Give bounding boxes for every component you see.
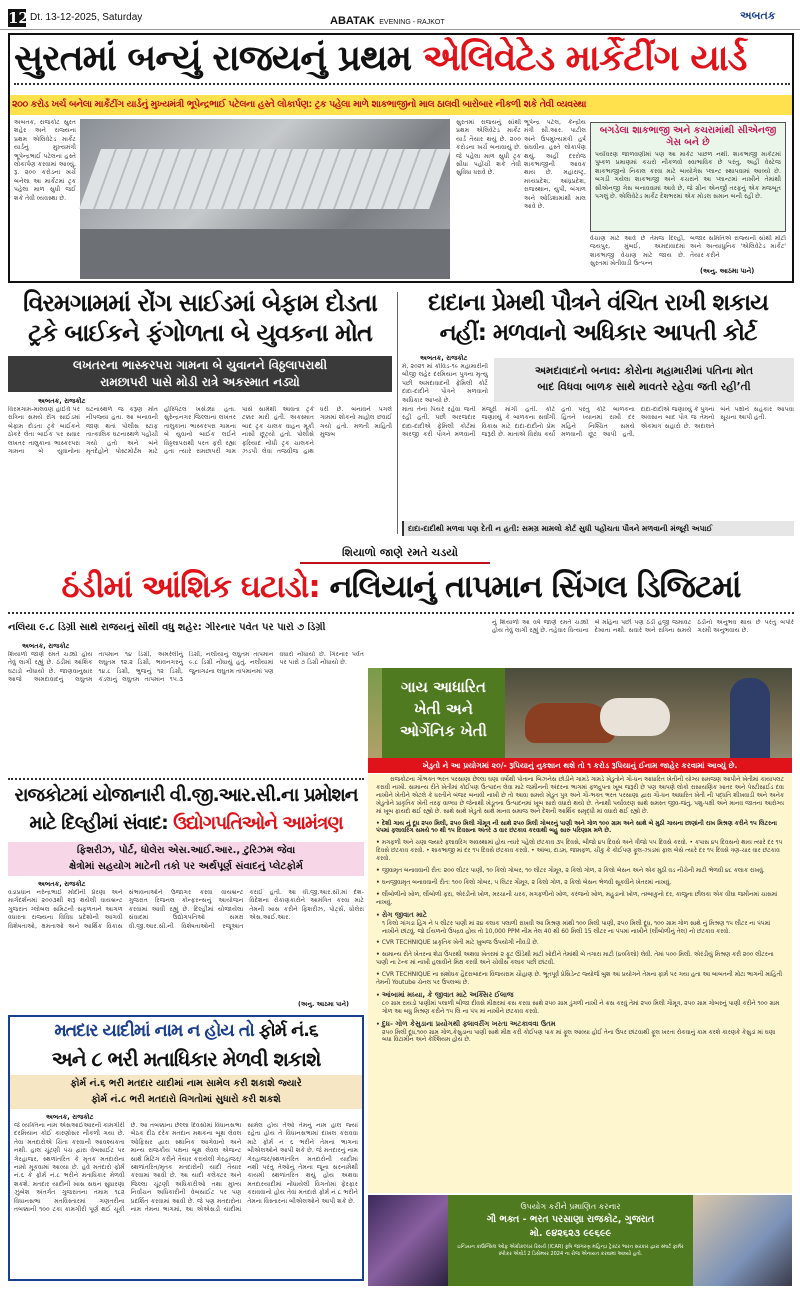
ad-footer-line1: ઉપયોગ કરીને પ્રમાણિત કરનાર [520, 1202, 621, 1211]
sidebar-title: બગડેલા શાકભાજી અને કચરામાંથી સીએનજી ગેસ બને છે [599, 125, 777, 148]
cold-body-mid [368, 651, 496, 669]
column-rule [397, 292, 398, 534]
kicker-underline [300, 562, 490, 564]
cold-headline [8, 566, 794, 608]
ad-footer-photo-right [693, 1195, 792, 1286]
lead-tail-left: વેચાણ માટે આવે છે તેમજ દિલ્હી, જયપુર, મુંબઈ, અમદાવાદમાં શાકભાજી વેચાણ માટે જાય છે. સુરતમાં ખેતીવાડી ઉત્પન્ન [590, 235, 685, 268]
court-subhead-2: બાદ વિધવા બાળક સાથે માવતરે રહેવા જતી રહી’તી [537, 381, 751, 393]
ad-footer-note: ઇન્ડિયન કાઉન્સિલ ઓફ એગ્રીકલ્ચર રિસર્ચ (ICAR) કૃષિ જાગરણ મહિન્દ્રા ટ્રેક્ટર ભારત સરકાર દ્વારા સ્માર્ટ ફાર્મર સ્પીકર એવોર્ડ 2 ડિસેમ્બર 2024 ના રોજ એનાયત કરવામાં આવ્યો હતો. [457, 1244, 684, 1257]
ad-left-photo [368, 668, 382, 758]
accident-subhead [8, 356, 392, 392]
court-subhead [494, 358, 794, 402]
ad-footer-phone: મો. ૯૪૨૬૨૩ ૯૯૬૯૯ [529, 1228, 612, 1239]
ad-bullet: • લીંબોળીનો ખોળ, લીંબોળી ફરા, એરંડીનો ખોળ, મરચાની ચરક, મગફળીનો ખોળ, કરંજનો ખોળ, મહુડાનો ખોળ, તમ્બાકુનો દર, કાજુના છીલકા એક વીઘા જમીનમાં ચાસમાં નાખવું. [376, 891, 778, 906]
ad-cream-body [368, 774, 792, 1193]
lead-headline-red: એલિવેટેડ માર્કેટીંગ યાર્ડ [422, 38, 747, 79]
accident-subhead-1: લખતરના ભાસ્કરપરા ગામના બે યુવાનને વિઠ્ઠલાપરાથી [72, 358, 328, 372]
issue-date: Dt. 13-12-2025, Saturday [30, 12, 143, 23]
voter-story [8, 1015, 364, 1281]
accident-headline-2: ટ્રકે બાઈકને ફંગોળતા બે યુવકના મોત [28, 319, 372, 347]
court-subhead-1: અમદાવાદનો બનાવ: કોરોના મહામારીમાં પતિના મોત [534, 365, 754, 377]
voter-byline: અબતક, રાજકોટ [46, 1113, 94, 1121]
lead-continued: (અનુ. આઠમા પાને) [700, 267, 755, 275]
ad-footer [448, 1195, 693, 1286]
vgrc-story [8, 782, 364, 1012]
accident-body: વિરમગામ-માલવણ હાઈવે પર રાત્રિના સમયે રોંગ સાઈડમાં બેફામ દોડતા ટ્રકે બાઈકને ઠોકરે લેતા બાઈક પર સવાર લખતર તાલુકાના ભાસ્કરપરા ગામના બે યુવાનોના ઘટનાસ્થળે જ કરૂણ મોત નીપજ્યા હતા. આ બનાવની જાણ થતાં પોલીસ સ્ટાફ તાત્કાલિક ઘટનાસ્થળે પહોંચી ગયો હતો અને બંને મૃતદેહોને પોસ્ટમોર્ટમ માટે હોસ્પિટલ ખસેડ્યા હતા. સુરેન્દ્રનગર જિલ્લાના લખતર તાલુકાના ભાસ્કરપરા ગામના બે યુવાનો બાઈક લઈને વિઠ્ઠલાપરાથી પરત ફરી રહ્યા હતા ત્યારે રામછાપરી ગામ પાસે સામેથી આવતા ટ્રકે ટક્કર મારી હતી. અકસ્માત બાદ ટ્રક ચાલક વાહન મૂકી નાસી છૂટ્યો હતો. પોલીસે ફરિયાદ નોંધી ટ્રક ચાલકને ઝડપી લેવા તજવીજ હાથ ધરી છે. બનાવને પગલે ગામમાં શોકનો માહોલ છવાઈ ગયો હતો. મળતી માહિતી મુજબ [8, 406, 392, 456]
masthead [0, 0, 800, 30]
vgrc-headline-1: રાજકોટમાં યોજાનારી વી.જી.આર.સી.ના પ્રમોશન [14, 785, 358, 806]
paper-title: ABATAK [330, 15, 375, 27]
ad-footer-line2: ગૌ ભક્ત - ભરત પરસાણા રાજકોટ, ગુજરાત [486, 1214, 655, 1225]
vgrc-body: વડાપ્રધાન નરેન્દ્રભાઈ મોદીની પ્રેરણા અને માર્ગદર્શનમાં ૨૦૦૩થી શરૂ થયેલી વાયબ્રન્ટ ગુજરાત ગ્લોબલ સમિટની સફળતાને આગળ વધારતા રાજ્યના વિવિધ પ્રદેશોની આગવી વિશેષતાઓ, ક્ષમતાઓ અને આર્થિક વિકાસ સંભાવનાઓને ઉજાગર કરવા વાયબ્રન્ટ ગુજરાત રિજનલ કોન્ફરન્સનું આયોજન કરવામાં આવી રહ્યું છે. દિલ્હીમાં યોજાયેલા સંવાદમાં ઉદ્યોગપતિઓ સમક્ષ વી.જી.આર.સી.ની વિશેષતાઓની રજૂઆત કરાઈ હતી. આ વી.જી.આર.સી.માં દેશ-વિદેશના રોકાણકારોને આમંત્રિત કરવા માટે તેમની ખાસ કરીને ફિશરીઝ, પોર્ટ્સ, ધોલેરા એસ.આઈ.આર. [8, 889, 364, 930]
accident-subhead-2: રામછાપરી પાસે મોડી રાત્રે અકસ્માત નડ્યો [100, 375, 300, 389]
market-yard-photo [80, 119, 450, 279]
court-story [402, 288, 794, 538]
vgrc-headline-2-red: ઉદ્યોગપતિઓને આમંત્રણ [173, 813, 343, 834]
ad-bullet: • આંબામાં મધ્યા, કે જીવાત માટે અક્સિર ઈલાજ ૮૦ ગ્રામ રાયડો પાણીમાં પલાળી બીજા દીવસે મીક્ષરમાં ક્રસ કરવા સાથે ૨૫૦ ગ્રામ ડુંગળી નાખી ને ક્રસ કરવું તેમાં ૨૫૦ મિલી ગૌમૂત્ર, ૨૫૦ ગ્રામ ગોબરનું પાણી કરીને ૧૦૦ ગ્રામ ગોળ આ બધુ મિશ્રણ કરીને ૧૫ લિ ના પંપ માં નાખીને છટકાવ કરવો. [376, 990, 780, 1015]
ad-bullet: • જીવામૃત બનાવવાની રીત: ૨૦૦ લીટર પાણી, ૧૦ કિલો ગોબર, ૧૦ લીટર ગૌમૂત્ર, ૨ કિલો ગોળ, ૨ કિલો બેસન અને એક મુઠી વડ નીચેની માટી ભેળવી ૪૮ કલાક રાખવું. [376, 868, 765, 875]
abatak-logo: અબતક [740, 9, 776, 22]
voter-subhead [10, 1075, 362, 1109]
ad-bullet: • CVR TECHNIQUE ના સંશોધક હૈદરાબાદના વિજયરામ ચૌહાણ છે. ભૂતપૂર્વ પ્રેસિડેન્ટ જ્યોર્જ બુશ આ પ્રયોગને તેમના ફાર્મ પર ગયા હતા આ બાબતની મોટા ભાગની માહિતી તેમની Youtube ચેનલ પર ઉપલબ્ધ છે. [376, 972, 783, 987]
cow-farming-ad [368, 668, 794, 1290]
ad-footer-photo-left [368, 1195, 448, 1286]
voter-subhead-1: ફોર્મ નં.૬ ભરી મતદાર યાદીમાં નામ સામેલ કરી શકાશે જ્યારે [70, 1078, 302, 1089]
court-headline-2: નહીં: મળવાનો અધિકાર આપતી કોર્ટ [439, 320, 757, 346]
voter-headline-1 [10, 1017, 362, 1045]
page-number: 12 [8, 9, 29, 27]
vgrc-subhead [8, 842, 364, 876]
lead-body-left: અબતક, રાજકોટ સુરત શહેર અને રાજ્યના પ્રથમ એલિવેટેડ માર્કેટ યાર્ડનું મુખ્યમંત્રી ભૂપેન્દ્રભાઈ પટેલના હસ્તે લોકાર્પણ કરવામાં આવ્યું. રૂ. ૨૦૦ કરોડના ખર્ચે બનેલા આ માર્કેટમાં ટ્રક પહેલા માળ સુધી જઈ શકે તેવી વ્યવસ્થા છે. [14, 119, 76, 202]
court-headline-1: દાદાના પ્રેમથી પૌત્રને વંચિત રાખી શકાય [428, 290, 768, 316]
accident-story [8, 288, 392, 538]
lead-tail-right: બજાર સમિતિએ રાજ્યની સૌથી મોટી અને અત્યાધુનિક 'એલિવેટેડ માર્કેટ' તૈયાર કરીને [690, 235, 786, 259]
lead-headline [14, 37, 790, 81]
dotted-divider [8, 612, 794, 614]
ad-bullet: • મગફળી અને ચણા જ્યારે ફ્લાવરિંગ અવસ્થામાં હોય ત્યારે પહેલો છંટકાવ ૩૫ દિવસે, બીજો ૪૫ દિવસે અને ત્રીજો ૫૫ દિવસે કરવો. • કપાસ ૪૫ દિવસનો થાય ત્યારે દર ૧૫ દિવસે છંટકાવ કરવો. • શાકભાજી માં દર ૧૫ દિવસે છંટકાવ કરવો. • આંબા, દાડમ, જામફળ, ચીકુ કે કોઈપણ ફૂલ-ઝાડમાં ફાલ બેસે ત્યારે દર ૧૫ દિવસે ત્રણ-ચાર વાર છંટકાવ કરવો. [376, 840, 783, 863]
court-byline: અબતક, રાજકોટ [420, 354, 468, 362]
ad-bullet: • દેશી ગાય નું દૂધ ૨૫૦ મિલી, ૨૫૦ મિલી ગૌમૂત્ર ની સાથે ૨૫૦ મિલી ગોબરનું પાણી અને ગોળ ૧૦૦ ગ્રામ અને સાથે બે મુઠી ગાયના છાણાંની રાખ મિશ્રણ કરીને ૧૫ લિટરના પંપમાં ફ્લાવરિંગ સમયે ૧૦ થી ૧૫ દિવસના અંતરે ૩ વાર છંટકાવ કરવાથી બહુ સારું પરિણામ મળે છે. [376, 820, 777, 835]
court-intro: મે, ૨૦૨૧ માં કોવિડ-૧૯ મહામારીની બીજી લહેર દરમિયાન પુત્રના મૃત્યુ પછી અમદાવાદની ફેમિલી કોર્ટે દાદા-દાદીને પૌત્રને મળવાનો અધિકાર આપ્યો છે. [402, 363, 488, 403]
voter-headline-blue: મતદાર યાદીમાં નામ ન હોય તો [54, 1021, 254, 1041]
cng-sidebar [590, 122, 786, 232]
voter-headline-black: ફોર્મ નં.૬ [258, 1021, 318, 1041]
lead-headline-black: સુરતમાં બન્યું રાજયનું પ્રથમ [14, 38, 412, 79]
vgrc-continued: (અનુ. આઠમા પાને) [298, 1001, 349, 1008]
dotted-divider [14, 83, 790, 85]
accident-byline: અબતક, રાજકોટ [38, 397, 86, 405]
vgrc-headline-2-black: માટે દિલ્હીમાં સંવાદ: [29, 813, 168, 834]
kicker: શિયાળો જાણે રમતે ચડયો [341, 546, 459, 559]
ad-bullet: • રોગ જીવાત માટે ૧ કિલો ગાંગડા હિંગ ને ૫ લીટર પાણી માં ૨૪ કલાક પલાળી રાખવી આ મિશ્રણ માંથી ૧૦૦ મિલી પાણી, ૨૫૦ મિલી દૂધ, ૧૦૦ ગ્રામ ગોળ સાથે નું મિશ્રણ ૧૫ લીટર ના પંપમાં નાખીને છાંટવું. જો ઈયળનો ઉપદ્રવ હોય તો 10,000 PPM નીમ તેલ 40 થી 60 મિલી 15 લીટર ના પંપમાં નાખીને (લીંબોળીનું તેલ) નો છંટકાવ કરવો. [376, 910, 771, 935]
voter-subhead-2: ફોર્મ નં.૮ ભરી મતદારો વિગતોમાં સુધારો કરી શકશે [91, 1094, 281, 1105]
ad-bullet: • સામાન્ય રીતે ખેતરના શેઢા ઉપરથી અથવા ખેતરમાં ૨ ફૂટ ઊંડેથી માટી ખોદીને તેમાંથી બે તગારા માટી (૪૦કિલો) લેવી. તેમાં ૫૦૦ મિલી. એરંડીયું મિશ્રણ કરી ૨૦૦ લીટરના પાણી ના ટેન્ક માં નાખી હલાવીને મિક્ષ કરવી અને ચોવીસ કલાક પછી છાંટવી. [376, 952, 774, 967]
ad-bullet: • દુધ- ગોળ કેસુડાના પ્રયોગથી ફ્લાવરીંગ ખરતા અટકાવવા ઉતમ ૨૫૦ મિલી દૂધ,૧૦૦ ગ્રામ ગોળ,કેસુડાના પાણી સાથે મીક્ષ કરી કોઈપણ પાક માં ફૂલ આવ્યા હોઈ તેના ઉપર છાંટવાથી ફૂલ ખરતા રોકવાનું કામ કરશે કારણકે કેસુડાં માં ઘણા બધા વિટામીન અને કેલ્શિયમ હોય છે. [376, 1019, 776, 1044]
cow-shape-2 [600, 698, 670, 736]
paper-edition: EVENING - RAJKOT [379, 19, 445, 26]
sidebar-text: પર્યાવરણ જાળવણીમાં પણ આ માર્કેટ પાછળ નથી. શાકભાજી માર્કેટમાં પુષ્કળ પ્રમાણમાં કચરો નીકળવો સ્વાભાવિક છે પરંતુ, અહીં વેસ્ટેજ શાકભાજીનો નિકાલ કરવા માટે બાયોગેસ પ્લાન્ટ સ્થાપવામાં આવ્યો છે. બગડી ગયેલા શાકભાજી અને કચરાને આ પ્લાન્ટમાં નાખીને તેમાંથી સીએનજી ગેસ બનાવવામાં આવે છે, જે ગ્રીન એનર્જી તરફનું એક મજબૂત પગલું છે. એલિવેટેડ માર્કેટ દેશભરમાં એક મોડલ સમાન બની રહી છે. [595, 151, 781, 201]
vgrc-subhead-2: ક્ષેત્રોમાં સહયોગ માટેની તકો પર અર્થપૂર્ણ સંવાદનું પ્લેટફોર્મ [69, 861, 303, 872]
cold-headline-red: ઠંડીમાં આંશિક ઘટાડો: [61, 569, 320, 605]
person-shape [730, 678, 770, 758]
cold-body: શિયાળો જાણે રમતે ચડ્યો હોય તેવું લાગી રહ્યું છે. ઠંડીમાં આંશિક ઘટાડો નોંધાયો છે. જાણવાનુસાર આજે અમદાવાદનું લઘુતમ તાપમાન ૧૪ ડિગ્રી, અમરેલીનું લઘુતમ ૧૨.૨ ડિગ્રી, ભાવનગરનું ૧૪.૮ ડિગ્રી, ભુજનું ૧૨ ડિગ્રી, કંડલાનું લઘુતમ તાપમાન ૧૫.૩ ડિગ્રી, નલીયાનું લઘુતમ તાપમાન ૯.૮ ડિગ્રી નોંધાયું હતું. નલીયામાં જુનાગઢના લઘુતમ તાપમાનમાં પણ વધારો નોંધાયો છે. ગિરનાર પર્વત પર પારો ૭ ડિગ્રી નોંધાયો છે. [8, 651, 364, 684]
cold-byline: અબતક, રાજકોટ [22, 642, 70, 650]
ad-title: ગાય આધારિત ખેતી અને ઓર્ગેનિક ખેતી [400, 678, 487, 740]
dotted-divider [8, 778, 364, 780]
ad-title-panel [382, 668, 505, 758]
accident-headline-1: વિરમગામમાં રોંગ સાઈડમાં બેફામ દોડતા [23, 289, 377, 317]
lead-body-mid: સુરતમાં રાજયનું સૌથી પ્રથમ એલિવેટેડ માર્કેટ યાર્ડ તૈયાર થયું છે. ૨૦૦ કરોડના ખર્ચે બનાવાયું છે. જે પહેલા માળ સુધી ટ્રક સીધા પહોંચી શકે તેવી સુવિધા ધરાવે છે. [456, 119, 521, 177]
cold-body-right: નું શિયાળો આ વર્ષે જાણે રમતે ચડ્યો હોય તેવું લાગી રહ્યું છે. તહેવાર વિત્યાના બે મહિના પછી પણ ઠંડી હજી જમાવટ દેખાતા નથી. સવારે અને રાત્રિના સમયે ઠંડીનો અનુભવ થાય છે પરંતુ બપોરે ગરમી અનુભવાય છે. [492, 619, 794, 635]
paper-name [330, 11, 445, 29]
lead-body-right: ભૂપેન્દ્ર પટેલ, કેન્દ્રીય મંત્રી સી.આર. પાટીલ અને ઉપમુખ્યમંત્રી હર્ષ સંઘવીના હસ્તે લોકાર્પણ થયું. અહીં દરરોજ શાકભાજીની આવક થાય છે. મહારાષ્ટ્ર, મધ્યપ્રદેશ, આંધ્રપ્રદેશ, રાજસ્થાન, યુપી, બંગાળ અને ઓડિશામાંથી માલ આવે છે. [524, 119, 586, 211]
lead-strap: ૨૦૦ કરોડ ખર્ચ બનેલા માર્કેટીંગ યાર્ડનું મુખ્યમંત્રી ભૂપેન્દ્રભાઈ પટેલના હસ્તે લોકાર્પણ: ટ્રક પહેલા માળે શાકભાજીનો માલ ઠાલવી બારોબાર નીકળી શકે તેવી વ્યવસ્થા [10, 95, 792, 115]
voter-headline-2: અને ૮ ભરી મતાધિકાર મેળવી શકાશે [51, 1047, 321, 1071]
vgrc-byline: અબતક, રાજકોટ [38, 880, 86, 888]
ad-intro: રાજકોટના ગૌભક્ત ભરત પરસાણા છેલ્લા ઘણા વર્ષોથી પોતાના બિઝનેસ છોડીને ગામડે ગામડે ખેડુતોને ગૌ-ધન આધારિત ખેતીની યોગ્ય સમજણ આપીને ખેતીમાં કાયાપલટ કરાવી નાખી. સામાન્ય રીતે ખેતીમાં કોઈપણ ઉત્પાદન લેવા માટે જમીનની અંદરના ભાગમાં ફળદ્રુપતા ખૂબ જરૂરી છે પણ આપણે લોકો રાસાયણિક ખાતર અને પેસ્ટીસાઈડ દવા નાખીને ખેતીને એટલે કે ધરતીને બંજર બનાવી નાખી છે તો આવા સમયે ખેડુત પુત્ર અને ગૌ-ભક્ત ભરત પરસાણા દ્વારા ગૌ-ધન આધારિત ખેતી ની પદ્ધતિ શીખવાડી અને અનેક ખેડુતોને પ્રાકૃતિક ખેતી તરફ વાળ્યા છે જેનાથી ખેડૂતના ઉત્પાદનમાં ખૂબ સારો વધારો થયો છે. તેનાથી પર્યાવરણ સાથે સમસ્ત જીવ-જંતુ, પશુ-પક્ષી અને માનવ જાતના આરોગ્ય માં ખૂબ ફાયદો થઈ રહ્યો છે. સાથે સાથે ખેડુતો સાથે માનવ સમાજ અને દેશની આર્થિક સમૃદ્ધી માં વધારો થઈ રહ્યો છે. [376, 777, 784, 815]
cold-headline-black: નલિયાનું તાપમાન સિંગલ ડિજિટમાં [329, 569, 741, 605]
voter-body: જે વ્યક્તિના નામ એસઆઈઆરની કામગીરી દરમિયાન કોઈ કારણોસર નીકળી ગયા છે. તેવા મતદારોએ ચિંતા કરવાની આવશ્યકતા નથી. હાલ ચૂંટણી પંચ દ્વારા વેબસાઈટ પર ગેરહાજર, સ્થળાંતરિત કે મૃતક મતદારોના નામો મૂકવામાં આવ્યા છે. હવે મતદારો ફોર્મ નં.૬ કે ફોર્મ નં.૮ ભરીને મતાધિકાર મેળવી શકશે. મતદાર યાદીની ખાસ સઘન સુધારણા ઝુંબેશ અંતર્ગત ગુજરાતના તમામ ૧૮૨ વિધાનસભા મતવિસ્તારમાં ગણતરીના તબક્કાની ૧૦૦ ટકા કામગીરી પૂર્ણ થઈ ચૂકી છે. આ તબક્કાના છેલ્લા દિવસોમાં વિધાનસભા બેઠક દીઠ દરેક મતદાન મથકના બૂથ લેવલ ઓફિસર દ્વારા સ્થાનિક આગેવાનો અને માન્ય રાજકીય પક્ષના બૂથ લેવલ એજન્ટ સાથે મિટિંગ કરીને તૈયાર કરાયેલી ગેરહાજર/સ્થળાંતરિત/મૃતક મતદારોની યાદી તૈયાર કરવામાં આવી છે. આ યાદી કલેક્ટર અને જિલ્લા ચૂંટણી અધિકારીઓ તથા મુખ્ય નિર્વાચન અધિકારીની વેબસાઈટ પર પણ પ્રદર્શિત કરવામાં આવી છે. જે પણ મતદારોના નામ તેમના ભાગમાં, આ એએસડી યાદીમાં સામેલ હોય તેઓ તેમનું નામ હાલ જ્યાં રહેતા હોય તે વિધાનસભામાં દાખલ કરાવવા માટે ફોર્મ નં ૬ ભરીને તેમના ભાગના બીએલઓને આપી શકે છે. જે મતદારનું નામ ગેરહાજર/સ્થળાંતરિત મતદારોની યાદીમાં નથી પરંતુ તેઓનું તેમના જૂના સરનામેથી કાયમી સ્થળાંતરિત થયું હોય અથવા મતદારયાદીમાં નોંધાયેલી વિગતોમાં ફેરફાર કરાવવાનો હોય તેવા મતદારો ફોર્મ નં ૮ ભરીને તેમના વિસ્તારના બીએલઓને આપી શકે છે. [14, 1122, 358, 1214]
vgrc-headline-2 [8, 810, 364, 838]
ad-red-banner: ખેડુતો ને આ પ્રયોગમાં ૨૦/- રૂપિયાનું નુકશાન થશે તો ૧ કરોડ રૂપિયાનું ઈનામ જાહેર કરવામાં આવ્યું છે. [368, 758, 792, 773]
photo-roof [79, 149, 451, 209]
court-bottom-strip: દાદા-દાદીથી મળવા પણ દેતી ન હતી: સમગ્ર મામલો કોર્ટ સુધી પહોંચતા પૌત્રને મળવાની મંજૂરી અપાઈ [402, 521, 794, 536]
court-body: માતા તેના પિયરે રહેવા જતી રહી હતી. પછી અરજદાર દાદા-દાદીએ ફેમિલી કોર્ટમાં અરજી કરી પૌત્રને મળવાની મંજૂરી માંગી હતી. કોર્ટે જણાવ્યું કે બાળકના સર્વાંગી વિકાસ માટે દાદા-દાદીનો પ્રેમ જરૂરી છે. માતાએ વિરોધ કર્યો હતો પરંતુ કોર્ટે બાળકના હિતને ધ્યાનમાં રાખી દર મહિને નિશ્ચિત સમયે મળવાની છૂટ આપી હતી. દાદા-દાદીએ જણાવ્યું કે પુત્રના અવસાન બાદ પૌત્ર જ તેમનો એકમાત્ર સહારો છે. અદાલતે બંને પક્ષોને સહકાર આપવા સૂચના આપી હતી. [402, 406, 794, 439]
ad-bullet: • CVR TECHNIQUE પ્રાકૃતિક ખેતી માટે ખુબજ ઉપયોગી નીવડી છે. [376, 940, 539, 947]
photo-road [80, 229, 450, 279]
ad-cow-photo [505, 668, 792, 758]
lead-story [8, 33, 794, 283]
cold-subhead: નલિયા ૯.૮ ડિગ્રી સાથે રાજયનું સૌથી વધુ શહેર: ગીરનાર પર્વત પર પારો ૭ ડિગ્રી [8, 622, 326, 633]
vgrc-subhead-1: ફિશરીઝ, પોર્ટ, ધોલેરા એસ.આઈ.આર., ટુરિઝમ જેવા [76, 845, 296, 856]
ad-bullet: • ઘનજીવામૃત બનાવવાની રીત: ૧૦૦ કિલો ગોબર, ૫ લિટર ગૌમૂત્ર, ૨ કિલો ગોળ, ૨ કિલો બેસન ભેળવી સૂકવીને ખેતરમાં નાખવું. [376, 879, 672, 886]
